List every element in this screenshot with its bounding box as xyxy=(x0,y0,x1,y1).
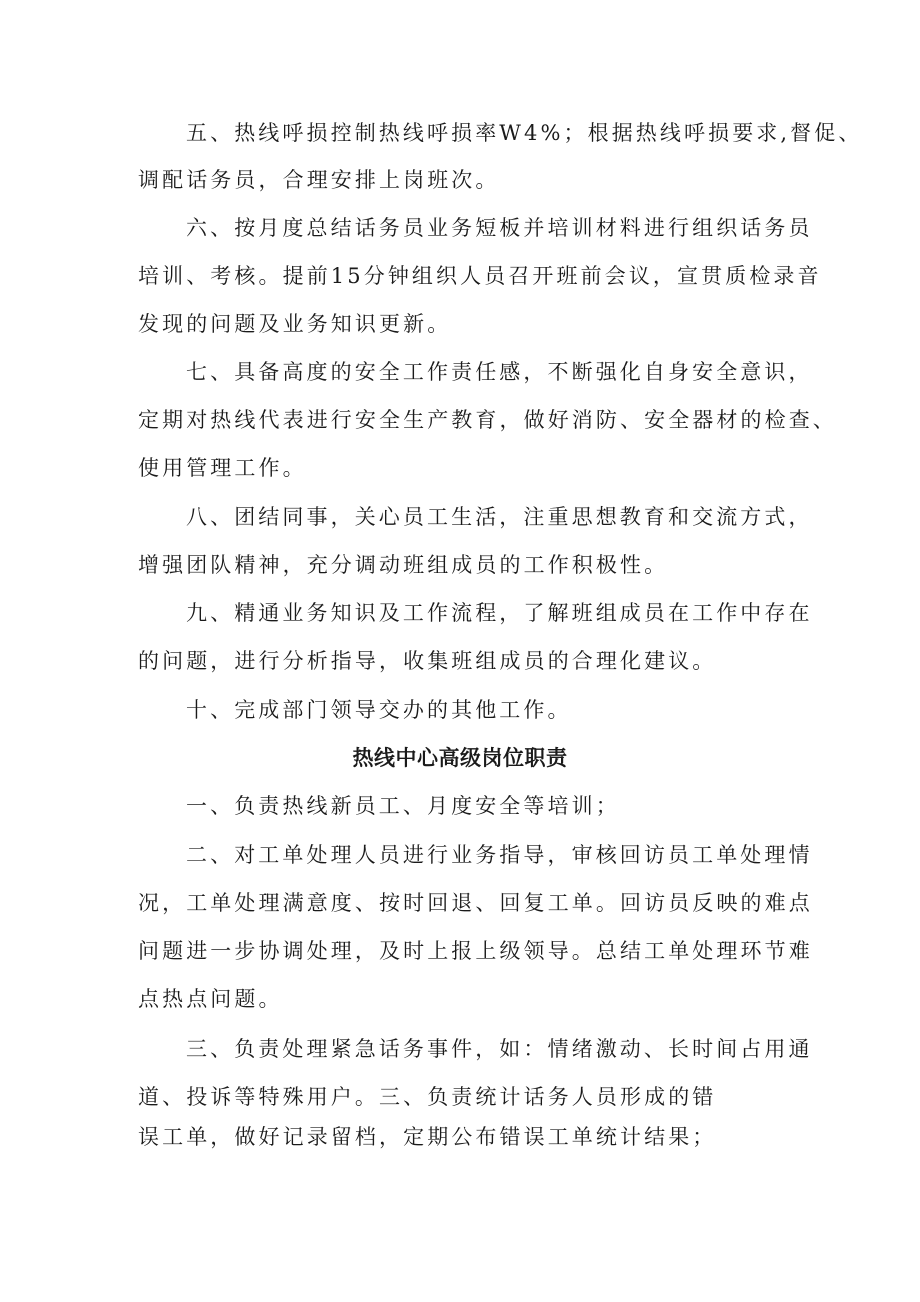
duty-1-line-1: 一、负责热线新员工、月度安全等培训； xyxy=(186,794,620,818)
paragraph-8-line-1: 八、团结同事，关心员工生活，注重思想教育和交流方式， xyxy=(186,505,813,529)
duty-2-line-3: 问题进一步协调处理，及时上报上级领导。总结工单处理环节难 xyxy=(138,939,813,963)
paragraph-6-line-1: 六、按月度总结话务员业务短板并培训材料进行组织话务员 xyxy=(186,216,813,240)
paragraph-7-line-1: 七、具备高度的安全工作责任感，不断强化自身安全意识， xyxy=(186,360,813,384)
paragraph-7-line-3: 使用管理工作。 xyxy=(138,456,307,480)
paragraph-8-line-2: 增强团队精神，充分调动班组成员的工作积极性。 xyxy=(138,553,669,577)
paragraph-5-line-1: 五、热线呼损控制热线呼损率W4%；根据热线呼损要求,督促、 xyxy=(186,121,863,145)
paragraph-6-line-2: 培训、考核。提前15分钟组织人员召开班前会议，宣贯质检录音 xyxy=(138,264,822,288)
duty-2-line-1: 二、对工单处理人员进行业务指导，审核回访员工单处理情 xyxy=(186,843,813,867)
duty-2-line-4: 点热点问题。 xyxy=(138,987,283,1011)
duty-3-line-2: 道、投诉等特殊用户。三、负责统计话务人员形成的错 xyxy=(138,1085,717,1109)
paragraph-6-line-3: 发现的问题及业务知识更新。 xyxy=(138,312,452,336)
paragraph-7-line-2: 定期对热线代表进行安全生产教育，做好消防、安全器材的检查、 xyxy=(138,408,837,432)
duty-3-line-1: 三、负责处理紧急话务事件，如：情绪激动、长时间占用通 xyxy=(186,1037,813,1061)
paragraph-10-line-1: 十、完成部门领导交办的其他工作。 xyxy=(186,698,572,722)
section-title: 热线中心高级岗位职责 xyxy=(352,746,568,770)
duty-2-line-2: 况，工单处理满意度、按时回退、回复工单。回访员反映的难点 xyxy=(138,891,813,915)
paragraph-9-line-1: 九、精通业务知识及工作流程，了解班组成员在工作中存在 xyxy=(186,601,813,625)
paragraph-9-line-2: 的问题，进行分析指导，收集班组成员的合理化建议。 xyxy=(138,649,717,673)
paragraph-5-line-2: 调配话务员，合理安排上岗班次。 xyxy=(138,168,500,192)
duty-3-line-3: 误工单，做好记录留档，定期公布错误工单统计结果； xyxy=(138,1125,717,1149)
